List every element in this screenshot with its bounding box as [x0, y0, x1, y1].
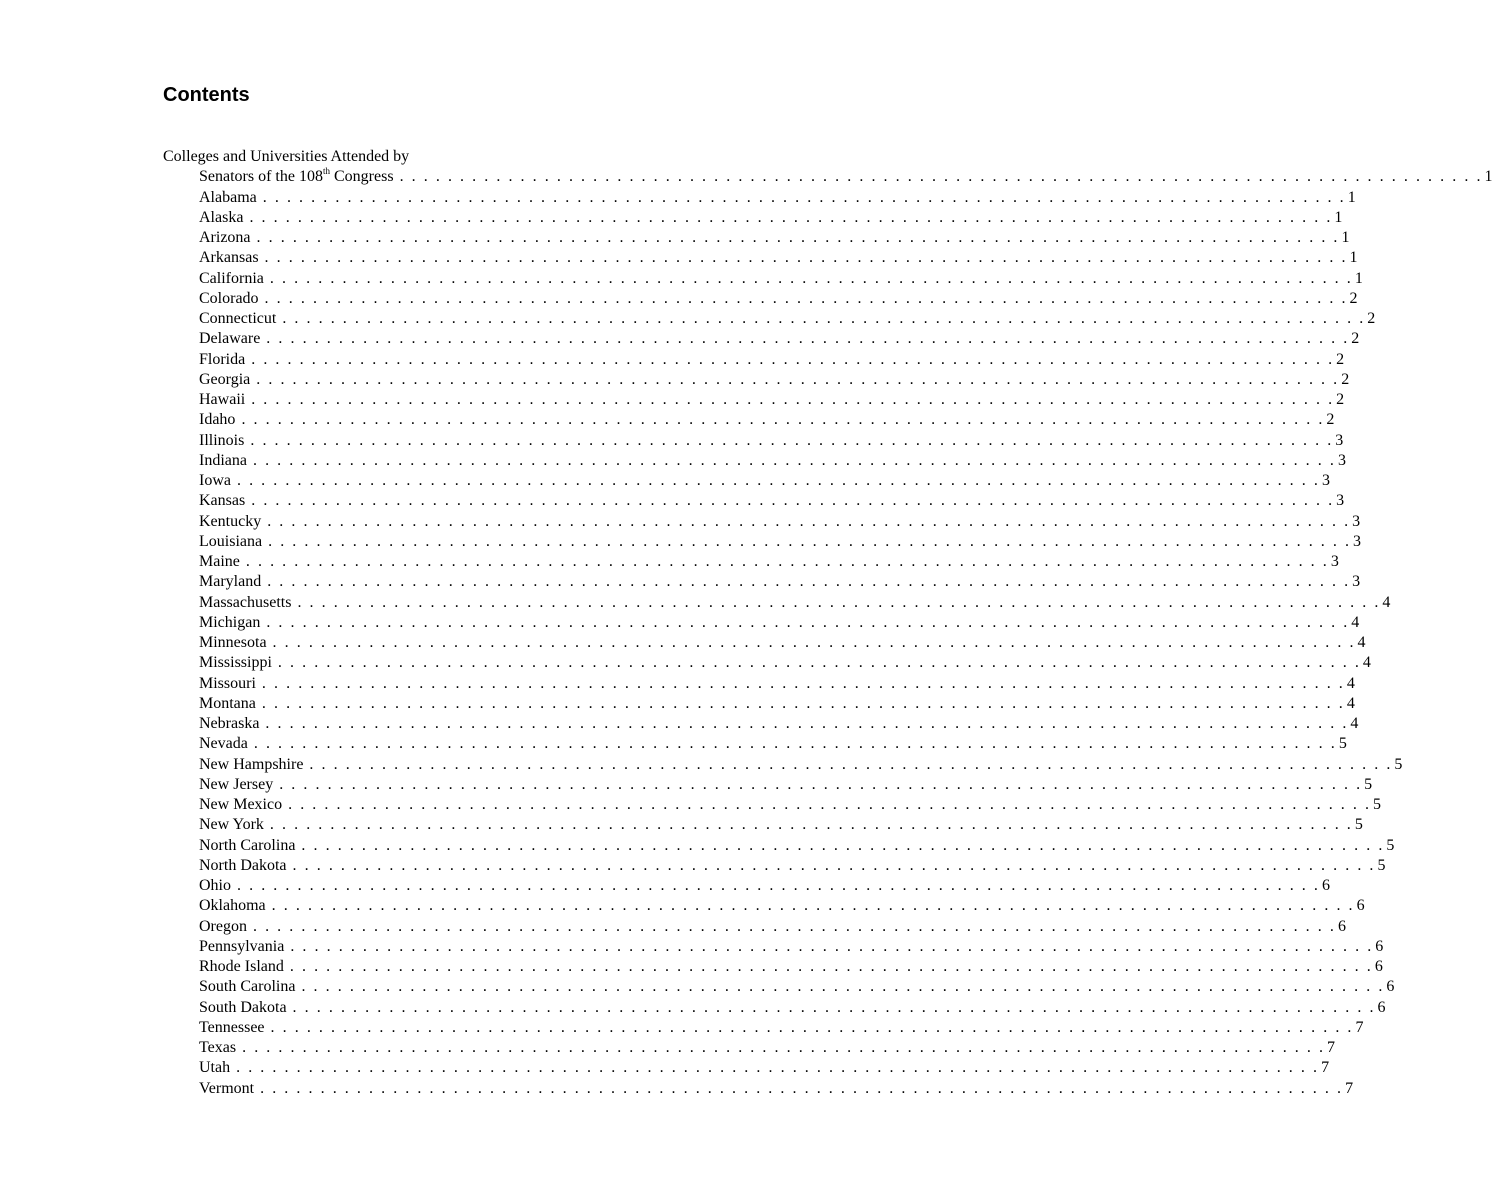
toc-entry[interactable]: [199, 208, 1343, 228]
toc-entry[interactable]: [199, 734, 1347, 754]
toc-entry-label: Florida: [199, 350, 246, 368]
toc-entry-page: 3: [1353, 532, 1362, 550]
toc-entry[interactable]: [199, 572, 1361, 592]
dot-leader: . . . . . . . . . . . . . . . . . . . . . . . . . . . . . . . . . . . . . . . . . . . . . . . . . . . . . . . . . . . . . . . . . . . . . . . . . . . . . . . . . . . . . . . . . .: [301, 978, 1385, 996]
toc-entry-label: Texas: [199, 1039, 237, 1056]
toc-entry-label: Nevada: [199, 735, 248, 753]
toc-entry-label: Georgia: [199, 370, 251, 388]
dot-leader: . . . . . . . . . . . . . . . . . . . . . . . . . . . . . . . . . . . . . . . . . . . . . . . . . . . . . . . . . . . . . . . . . . . . . . . . . . . . . . . . . . . . . . . . . .: [242, 1039, 1326, 1056]
toc-entry[interactable]: [199, 917, 1346, 937]
toc-entry[interactable]: [199, 228, 1350, 248]
dot-leader: . . . . . . . . . . . . . . . . . . . . . . . . . . . . . . . . . . . . . . . . . . . . . . . . . . . . . . . . . . . . . . . . . . . . . . . . . . . . . . . . . . . . . . . . . .: [266, 613, 1350, 631]
toc-entry[interactable]: [199, 350, 1345, 370]
dot-leader: . . . . . . . . . . . . . . . . . . . . . . . . . . . . . . . . . . . . . . . . . . . . . . . . . . . . . . . . . . . . . . . . . . . . . . . . . . . . . . . . . . . . . . . . . .: [309, 755, 1393, 773]
toc-entry-page: 1: [1347, 188, 1356, 206]
toc-entry[interactable]: [199, 248, 1358, 268]
dot-leader: . . . . . . . . . . . . . . . . . . . . . . . . . . . . . . . . . . . . . . . . . . . . . . . . . . . . . . . . . . . . . . . . . . . . . . . . . . . . . . . . . . . . . . . . . .: [251, 391, 1335, 408]
toc-entry-label: Massachusetts: [199, 593, 292, 611]
toc-entry-page: 7: [1321, 1059, 1330, 1077]
toc-entry[interactable]: [199, 188, 1356, 208]
toc-entry[interactable]: [199, 957, 1383, 977]
toc-entry[interactable]: [199, 856, 1386, 876]
toc-entry-label: North Dakota: [199, 856, 287, 874]
dot-leader: . . . . . . . . . . . . . . . . . . . . . . . . . . . . . . . . . . . . . . . . . . . . . . . . . . . . . . . . . . . . . . . . . . . . . . . . . . . . . . . . . . . . . . . . . .: [271, 897, 1355, 915]
dot-leader: . . . . . . . . . . . . . . . . . . . . . . . . . . . . . . . . . . . . . . . . . . . . . . . . . . . . . . . . . . . . . . . . . . . . . . . . . . . . . . . . . . . . . . . . . .: [236, 472, 1320, 489]
dot-leader: . . . . . . . . . . . . . . . . . . . . . . . . . . . . . . . . . . . . . . . . . . . . . . . . . . . . . . . . . . . . . . . . . . . . . . . . . . . . . . . . . . . . . . . . . .: [264, 249, 1348, 267]
dot-leader: . . . . . . . . . . . . . . . . . . . . . . . . . . . . . . . . . . . . . . . . . . . . . . . . . . . . . . . . . . . . . . . . . . . . . . . . . . . . . . . . . . . . . . . . . .: [297, 593, 1381, 611]
dot-leader: . . . . . . . . . . . . . . . . . . . . . . . . . . . . . . . . . . . . . . . . . . . . . . . . . . . . . . . . . . . . . . . . . . . . . . . . . . . . . . . . . . . . . . . . . .: [252, 451, 1336, 469]
toc-entry-label: Connecticut: [199, 310, 277, 327]
toc-entry-label: New Jersey: [199, 775, 274, 793]
dot-leader: . . . . . . . . . . . . . . . . . . . . . . . . . . . . . . . . . . . . . . . . . . . . . . . . . . . . . . . . . . . . . . . . . . . . . . . . . . . . . . . . . . . . . . . . . .: [256, 370, 1340, 388]
toc-entry-page: 4: [1350, 715, 1359, 732]
toc-entry-label: Indiana: [199, 451, 247, 469]
dot-leader: . . . . . . . . . . . . . . . . . . . . . . . . . . . . . . . . . . . . . . . . . . . . . . . . . . . . . . . . . . . . . . . . . . . . . . . . . . . . . . . . . . . . . . . . . .: [292, 998, 1376, 1016]
toc-entry[interactable]: [199, 370, 1350, 390]
toc-entry[interactable]: [199, 653, 1371, 673]
toc-entry-label: Senators of the 108th Congress: [199, 166, 394, 186]
dot-leader: . . . . . . . . . . . . . . . . . . . . . . . . . . . . . . . . . . . . . . . . . . . . . . . . . . . . . . . . . . . . . . . . . . . . . . . . . . . . . . . . . . . . . . . . . .: [237, 877, 1320, 894]
dot-leader: . . . . . . . . . . . . . . . . . . . . . . . . . . . . . . . . . . . . . . . . . . . . . . . . . . . . . . . . . . . . . . . . . . . . . . . . . . . . . . . . . . . . . . . . . .: [279, 775, 1363, 793]
toc-entry-label: California: [199, 269, 264, 287]
dot-leader: . . . . . . . . . . . . . . . . . . . . . . . . . . . . . . . . . . . . . . . . . . . . . . . . . . . . . . . . . . . . . . . . . . . . . . . . . . . . . . . . . . . . . . . . . .: [251, 492, 1335, 510]
toc-entry-page: 2: [1367, 310, 1376, 327]
toc-entry[interactable]: [199, 491, 1345, 511]
toc-entry[interactable]: [199, 937, 1384, 957]
toc-entry-page: 4: [1346, 694, 1355, 712]
toc-entry-label: Alabama: [199, 188, 257, 206]
toc-entry-page: 3: [1352, 573, 1361, 591]
dot-leader: . . . . . . . . . . . . . . . . . . . . . . . . . . . . . . . . . . . . . . . . . . . . . . . . . . . . . . . . . . . . . . . . . . . . . . . . . . . . . . . . . . . . . . . . . .: [251, 350, 1335, 368]
toc-entry-label: Rhode Island: [199, 958, 284, 975]
toc-entry-page: 4: [1357, 634, 1366, 651]
toc-entry-label: New Mexico: [199, 796, 283, 813]
toc-entry-label: Kansas: [199, 492, 246, 510]
dot-leader: . . . . . . . . . . . . . . . . . . . . . . . . . . . . . . . . . . . . . . . . . . . . . . . . . . . . . . . . . . . . . . . . . . . . . . . . . . . . . . . . . . . . . . . . . .: [245, 553, 1329, 570]
toc-section: [163, 147, 1493, 1099]
toc-entry-label: Iowa: [199, 472, 231, 489]
toc-entry[interactable]: [199, 309, 1376, 329]
toc-entry[interactable]: [199, 1018, 1364, 1038]
toc-entry-page: 3: [1330, 553, 1339, 570]
dot-leader: . . . . . . . . . . . . . . . . . . . . . . . . . . . . . . . . . . . . . . . . . . . . . . . . . . . . . . . . . . . . . . . . . . . . . . . . . . . . . . . . . . . . . . . . . .: [290, 937, 1374, 955]
dot-leader: . . . . . . . . . . . . . . . . . . . . . . . . . . . . . . . . . . . . . . . . . . . . . . . . . . . . . . . . . . . . . . . . . . . . . . . . . . . . . . . . . . . . . . . . . .: [269, 269, 1353, 287]
dot-leader: . . . . . . . . . . . . . . . . . . . . . . . . . . . . . . . . . . . . . . . . . . . . . . . . . . . . . . . . . . . . . . . . . . . . . . . . . . . . . . . . . . . . . . . . . .: [267, 573, 1351, 591]
toc-entry-label: South Carolina: [199, 978, 296, 996]
toc-entry[interactable]: [199, 593, 1391, 613]
toc-entry[interactable]: [199, 1079, 1354, 1099]
toc-entry-page: 1: [1334, 208, 1343, 226]
toc-entry-page: 1: [1484, 168, 1493, 186]
toc-entry-label: Pennsylvania: [199, 937, 285, 955]
toc-entry[interactable]: [199, 451, 1346, 471]
toc-entry-page: 1: [1349, 249, 1358, 267]
dot-leader: . . . . . . . . . . . . . . . . . . . . . . . . . . . . . . . . . . . . . . . . . . . . . . . . . . . . . . . . . . . . . . . . . . . . . . . . . . . . . . . . . . . . . . . . . .: [292, 856, 1376, 874]
toc-entry-label: New Hampshire: [199, 755, 304, 773]
toc-entry[interactable]: [199, 1058, 1330, 1078]
toc-entry-page: 1: [1341, 229, 1350, 246]
toc-entry-label: Ohio: [199, 877, 231, 894]
toc-entry-label: Arkansas: [199, 249, 259, 267]
toc-entry[interactable]: [199, 532, 1362, 552]
dot-leader: . . . . . . . . . . . . . . . . . . . . . . . . . . . . . . . . . . . . . . . . . . . . . . . . . . . . . . . . . . . . . . . . . . . . . . . . . . . . . . . . . . . . . . . . . .: [288, 796, 1372, 813]
dot-leader: . . . . . . . . . . . . . . . . . . . . . . . . . . . . . . . . . . . . . . . . . . . . . . . . . . . . . . . . . . . . . . . . . . . . . . . . . . . . . . . . . . . . . . . . . .: [277, 654, 1361, 672]
toc-entry-label: Maine: [199, 553, 240, 570]
toc-entry[interactable]: [199, 876, 1330, 896]
toc-entry[interactable]: [199, 269, 1363, 289]
toc-entry[interactable]: [199, 512, 1361, 532]
toc-entry-label: New York: [199, 816, 264, 834]
toc-entry-label: Michigan: [199, 613, 261, 631]
toc-entry[interactable]: [199, 836, 1395, 856]
dot-leader: . . . . . . . . . . . . . . . . . . . . . . . . . . . . . . . . . . . . . . . . . . . . . . . . . . . . . . . . . . . . . . . . . . . . . . . . . . . . . . . . . . . . . . . . . .: [265, 715, 1349, 732]
toc-entry[interactable]: [199, 694, 1355, 714]
toc-entry-page: 5: [1354, 816, 1363, 834]
toc-entry-label: Maryland: [199, 573, 262, 591]
toc-entry-label: Mississippi: [199, 654, 272, 672]
toc-entry-page: 6: [1386, 978, 1395, 996]
dot-leader: . . . . . . . . . . . . . . . . . . . . . . . . . . . . . . . . . . . . . . . . . . . . . . . . . . . . . . . . . . . . . . . . . . . . . . . . . . . . . . . . . . . . . . . . . .: [269, 816, 1353, 834]
dot-leader: . . . . . . . . . . . . . . . . . . . . . . . . . . . . . . . . . . . . . . . . . . . . . . . . . . . . . . . . . . . . . . . . . . . . . . . . . . . . . . . . . . . . . . . . . .: [261, 694, 1345, 712]
toc-entry-label: Colorado: [199, 289, 259, 307]
dot-leader: . . . . . . . . . . . . . . . . . . . . . . . . . . . . . . . . . . . . . . . . . . . . . . . . . . . . . . . . . . . . . . . . . . . . . . . . . . . . . . . . . . . . . . . . . .: [301, 836, 1385, 854]
toc-entry[interactable]: [199, 390, 1345, 410]
toc-entry[interactable]: [199, 289, 1358, 309]
toc-entry-page: 2: [1336, 391, 1345, 408]
toc-entry[interactable]: [199, 410, 1335, 430]
toc-entry-page: 2: [1349, 289, 1358, 307]
toc-entry-page: 4: [1362, 654, 1371, 672]
toc-entry-page: 6: [1377, 998, 1386, 1016]
toc-entry-label: Alaska: [199, 208, 244, 226]
toc-entry-page: 6: [1375, 937, 1384, 955]
toc-entry-page: 6: [1337, 917, 1346, 935]
toc-entry[interactable]: [199, 714, 1359, 734]
toc-entry-page: 5: [1386, 836, 1395, 854]
toc-entry-senators[interactable]: [199, 166, 1493, 187]
toc-entry[interactable]: [199, 431, 1344, 451]
dot-leader: . . . . . . . . . . . . . . . . . . . . . . . . . . . . . . . . . . . . . . . . . . . . . . . . . . . . . . . . . . . . . . . . . . . . . . . . . . . . . . . . . . . . . . . . . .: [272, 634, 1356, 651]
toc-entry[interactable]: [199, 329, 1360, 349]
toc-entry[interactable]: [199, 674, 1355, 694]
dot-leader: . . . . . . . . . . . . . . . . . . . . . . . . . . . . . . . . . . . . . . . . . . . . . . . . . . . . . . . . . . . . . . . . . . . . . . . . . . . . . . . . . . . . . . . . . .: [236, 1059, 1320, 1077]
dot-leader: . . . . . . . . . . . . . . . . . . . . . . . . . . . . . . . . . . . . . . . . . . . . . . . . . . . . . . . . . . . . . . . . . . . . . . . . . . . . . . . . . . . . . . . . . .: [289, 958, 1373, 975]
toc-entry-label: Minnesota: [199, 634, 267, 651]
toc-entry-label: Missouri: [199, 674, 256, 692]
toc-entry-page: 3: [1337, 451, 1346, 469]
toc-entry[interactable]: [199, 795, 1382, 815]
dot-leader: . . . . . . . . . . . . . . . . . . . . . . . . . . . . . . . . . . . . . . . . . . . . . . . . . . . . . . . . . . . . . . . . . . . . . . . . . . . . . . . . . . . . . . . . . .: [252, 917, 1336, 935]
toc-list: [163, 188, 1403, 1099]
toc-entry-page: 6: [1321, 877, 1330, 894]
toc-entry-page: 5: [1373, 796, 1382, 813]
toc-entry[interactable]: [199, 613, 1360, 633]
dot-leader: . . . . . . . . . . . . . . . . . . . . . . . . . . . . . . . . . . . . . . . . . . . . . . . . . . . . . . . . . . . . . . . . . . . . . . . . . . . . . . . . . . . . . . . . . .: [399, 168, 1483, 186]
toc-entry-page: 1: [1354, 269, 1363, 287]
toc-entry-label: Oklahoma: [199, 897, 266, 915]
toc-entry-label: South Dakota: [199, 998, 287, 1016]
toc-entry-page: 7: [1345, 1079, 1354, 1097]
toc-entry-label: Delaware: [199, 330, 261, 348]
toc-entry-label: Idaho: [199, 411, 236, 429]
toc-entry-page: 3: [1336, 492, 1345, 510]
toc-entry[interactable]: [199, 998, 1386, 1018]
toc-entry-page: 3: [1321, 472, 1330, 489]
dot-leader: . . . . . . . . . . . . . . . . . . . . . . . . . . . . . . . . . . . . . . . . . . . . . . . . . . . . . . . . . . . . . . . . . . . . . . . . . . . . . . . . . . . . . . . . . .: [268, 532, 1352, 550]
dot-leader: . . . . . . . . . . . . . . . . . . . . . . . . . . . . . . . . . . . . . . . . . . . . . . . . . . . . . . . . . . . . . . . . . . . . . . . . . . . . . . . . . . . . . . . . . .: [253, 735, 1337, 753]
toc-entry-label: Nebraska: [199, 715, 260, 732]
toc-entry[interactable]: [199, 815, 1363, 835]
toc-entry-page: 7: [1355, 1018, 1364, 1036]
toc-entry-page: 5: [1364, 775, 1373, 793]
dot-leader: . . . . . . . . . . . . . . . . . . . . . . . . . . . . . . . . . . . . . . . . . . . . . . . . . . . . . . . . . . . . . . . . . . . . . . . . . . . . . . . . . . . . . . . . . .: [256, 229, 1340, 246]
dot-leader: . . . . . . . . . . . . . . . . . . . . . . . . . . . . . . . . . . . . . . . . . . . . . . . . . . . . . . . . . . . . . . . . . . . . . . . . . . . . . . . . . . . . . . . . . .: [261, 674, 1345, 692]
toc-entry-page: 6: [1356, 897, 1365, 915]
toc-entry-label: Illinois: [199, 431, 245, 449]
toc-entry-page: 4: [1351, 613, 1360, 631]
toc-entry[interactable]: [199, 775, 1373, 795]
toc-entry-page: 2: [1341, 370, 1350, 388]
dot-leader: . . . . . . . . . . . . . . . . . . . . . . . . . . . . . . . . . . . . . . . . . . . . . . . . . . . . . . . . . . . . . . . . . . . . . . . . . . . . . . . . . . . . . . . . . .: [270, 1018, 1354, 1036]
toc-entry-page: 5: [1377, 856, 1386, 874]
toc-entry-label: Oregon: [199, 917, 247, 935]
toc-entry[interactable]: [199, 1038, 1336, 1058]
toc-entry[interactable]: [199, 977, 1395, 997]
toc-entry[interactable]: [199, 471, 1330, 491]
toc-entry-page: 4: [1382, 593, 1391, 611]
dot-leader: . . . . . . . . . . . . . . . . . . . . . . . . . . . . . . . . . . . . . . . . . . . . . . . . . . . . . . . . . . . . . . . . . . . . . . . . . . . . . . . . . . . . . . . . . .: [282, 310, 1366, 327]
toc-entry-label: Montana: [199, 694, 256, 712]
toc-entry-page: 2: [1351, 330, 1360, 348]
dot-leader: . . . . . . . . . . . . . . . . . . . . . . . . . . . . . . . . . . . . . . . . . . . . . . . . . . . . . . . . . . . . . . . . . . . . . . . . . . . . . . . . . . . . . . . . . .: [250, 431, 1334, 449]
toc-entry-page: 4: [1346, 674, 1355, 692]
toc-section-heading: Colleges and Universities Attended by: [163, 148, 410, 165]
toc-entry-label: North Carolina: [199, 836, 296, 854]
toc-entry-label: Hawaii: [199, 391, 246, 408]
dot-leader: . . . . . . . . . . . . . . . . . . . . . . . . . . . . . . . . . . . . . . . . . . . . . . . . . . . . . . . . . . . . . . . . . . . . . . . . . . . . . . . . . . . . . . . . . .: [264, 289, 1348, 307]
toc-entry-page: 2: [1326, 411, 1335, 429]
toc-entry-page: 3: [1335, 431, 1344, 449]
dot-leader: . . . . . . . . . . . . . . . . . . . . . . . . . . . . . . . . . . . . . . . . . . . . . . . . . . . . . . . . . . . . . . . . . . . . . . . . . . . . . . . . . . . . . . . . . .: [260, 1079, 1344, 1097]
toc-entry[interactable]: [199, 552, 1339, 572]
toc-entry-page: 7: [1327, 1039, 1336, 1056]
toc-entry[interactable]: [199, 633, 1366, 653]
dot-leader: . . . . . . . . . . . . . . . . . . . . . . . . . . . . . . . . . . . . . . . . . . . . . . . . . . . . . . . . . . . . . . . . . . . . . . . . . . . . . . . . . . . . . . . . . .: [241, 411, 1325, 429]
toc-entry-page: 5: [1394, 755, 1403, 773]
toc-entry-label: Arizona: [199, 229, 251, 246]
dot-leader: . . . . . . . . . . . . . . . . . . . . . . . . . . . . . . . . . . . . . . . . . . . . . . . . . . . . . . . . . . . . . . . . . . . . . . . . . . . . . . . . . . . . . . . . . .: [267, 512, 1351, 530]
toc-entry-label: Tennessee: [199, 1018, 265, 1036]
page-title: Contents: [163, 84, 250, 106]
toc-entry[interactable]: [199, 755, 1403, 775]
toc-entry-page: 3: [1352, 512, 1361, 530]
toc-entry-page: 6: [1374, 958, 1383, 975]
toc-entry-page: 5: [1338, 735, 1347, 753]
dot-leader: . . . . . . . . . . . . . . . . . . . . . . . . . . . . . . . . . . . . . . . . . . . . . . . . . . . . . . . . . . . . . . . . . . . . . . . . . . . . . . . . . . . . . . . . . .: [262, 188, 1346, 206]
dot-leader: . . . . . . . . . . . . . . . . . . . . . . . . . . . . . . . . . . . . . . . . . . . . . . . . . . . . . . . . . . . . . . . . . . . . . . . . . . . . . . . . . . . . . . . . . .: [249, 208, 1333, 226]
dot-leader: . . . . . . . . . . . . . . . . . . . . . . . . . . . . . . . . . . . . . . . . . . . . . . . . . . . . . . . . . . . . . . . . . . . . . . . . . . . . . . . . . . . . . . . . . .: [266, 330, 1350, 348]
toc-entry[interactable]: [199, 896, 1365, 916]
toc-entry-label: Vermont: [199, 1079, 255, 1097]
toc-entry-label: Louisiana: [199, 532, 263, 550]
toc-entry-label: Utah: [199, 1059, 231, 1077]
toc-entry-page: 2: [1336, 350, 1345, 368]
toc-entry-label: Kentucky: [199, 512, 262, 530]
